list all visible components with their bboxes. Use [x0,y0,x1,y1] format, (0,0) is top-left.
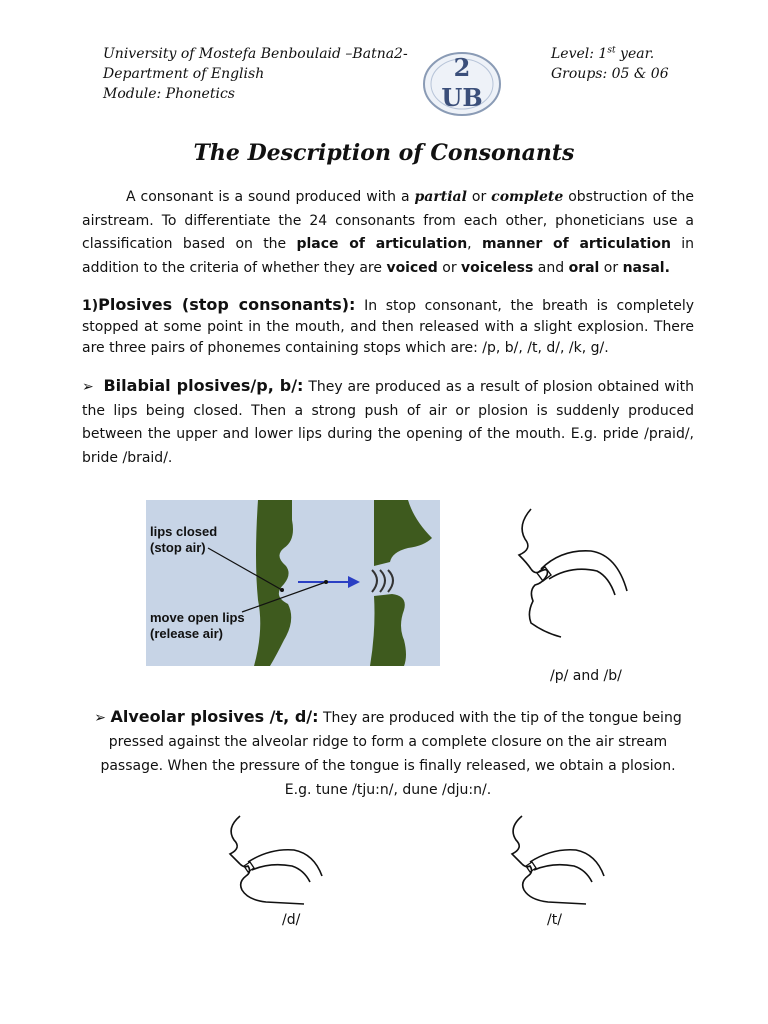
caption-t: /t/ [547,912,562,928]
module-name: Module: Phonetics [103,86,235,102]
alveolar-paragraph: ➢ Alveolar plosives /t, d/: They are produced with the tip of the tongue being pressed against the alveolar ridge to form a complete closure on the air stream passage. When the pressure of the tongue is finally released, we obtain a plosion. E.g. tune /tju:n/, dune /dju:n/. [94,707,682,798]
alveolar-heading: Alveolar plosives /t, d/: [110,707,319,726]
bilabial-paragraph: ➢ Bilabial plosives/p, b/: They are produced as a result of plosion obtained with the lips being closed. Then a strong push of air or plosion is suddenly produced between the upper and lower lips during the opening of the mouth. E.g. pride /praid/, bride /braid/. [82,376,695,466]
pb-mouth-sketch [505,505,640,645]
label-lips-closed: lips closed [150,524,218,539]
header-right [551,44,741,84]
d-mouth-sketch [218,812,330,908]
plosives-heading: Plosives (stop consonants): [98,295,356,314]
intro-paragraph: A consonant is a sound produced with a partial or complete obstruction of the airstream. To differentiate the 24 consonants from each other, phoneticians use a classification based on the place of articulation, manner of articulation in addition to the criteria of whether they are voiced or voiceless and oral or nasal. [82,189,694,276]
bilabial-heading: Bilabial plosives/p, b/: [103,376,304,395]
level-text: Level: 1st year. [551,45,655,62]
plosives-paragraph: 1)Plosives (stop consonants): In stop consonant, the breath is completely stopped at some point in the mouth, and then released with a slight explosion. There are three pairs of phonemes containing stops which are: /p, b/, /t, d/, /k, g/. [82,295,695,356]
logo-letters: UB [441,83,483,112]
label-release-air: (release air) [150,626,223,641]
alveolar-example: E.g. tune /tju:n/, dune /dju:n/. [284,782,492,798]
logo-number: 2 [453,53,471,82]
department-name: Department of English [103,66,265,82]
bullet-arrow-icon: ➢ [94,710,107,726]
groups-text: Groups: 05 & 06 [551,66,669,82]
bilabial-lips-diagram [146,500,440,666]
caption-p-b: /p/ and /b/ [550,668,622,684]
header-left [103,44,413,104]
label-stop-air: (stop air) [150,540,206,555]
university-name: University of Mostefa Benboulaid –Batna2- [103,46,408,62]
caption-d: /d/ [282,912,301,928]
label-move-open-lips: move open lips [150,610,245,625]
t-mouth-sketch [500,812,612,908]
page-title: The Description of Consonants [193,140,575,166]
bullet-arrow-icon: ➢ [82,379,94,395]
university-logo [416,46,508,118]
